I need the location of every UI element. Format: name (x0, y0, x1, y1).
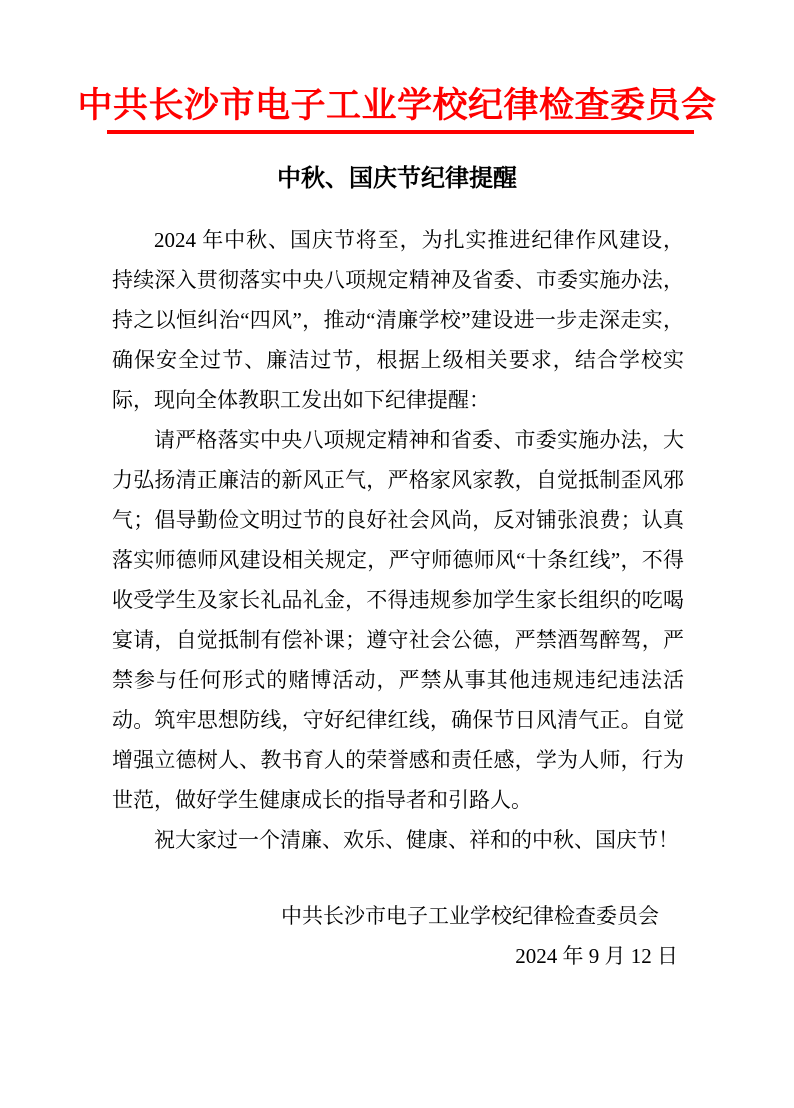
notice-paragraph: 2024 年中秋、国庆节将至，为扎实推进纪律作风建设，持续深入贯彻落实中央八项规定精神及省委、市委实施办法，持之以恒纠治“四风”，推动“清廉学校”建设进一步走深走实，确保安全过节、廉洁过节，根据上级相关要求，结合学校实际，现向全体教职工发出如下纪律提醒： (112, 228, 684, 412)
signature-block (112, 896, 684, 976)
signature-date: 2024 年 9 月 12 日 (515, 944, 678, 968)
notice-title: 中秋、国庆节纪律提醒 (277, 165, 517, 192)
signature-org: 中共长沙市电子工业学校纪律检查委员会 (281, 904, 659, 928)
notice-body (112, 220, 684, 860)
notice-paragraph: 祝大家过一个清廉、欢乐、健康、祥和的中秋、国庆节！ (154, 828, 679, 852)
notice-paragraph: 请严格落实中央八项规定精神和省委、市委实施办法，大力弘扬清正廉洁的新风正气，严格家风家教，自觉抵制歪风邪气；倡导勤俭文明过节的良好社会风尚，反对铺张浪费；认真落实师德师风建设相关规定，严守师德师风“十条红线”，不得收受学生及家长礼品礼金，不得违规参加学生家长组织的吃喝宴请，自觉抵制有偿补课；遵守社会公德，严禁酒驾醉驾，严禁参与任何形式的赌博活动，严禁从事其他违规违纪违法活动。筑牢思想防线，守好纪律红线，确保节日风清气正。自觉增强立德树人、教书育人的荣誉感和责任感，学为人师，行为世范，做好学生健康成长的指导者和引路人。 (112, 428, 684, 812)
letterhead-org-title: 中共长沙市电子工业学校纪律检查委员会 (77, 86, 717, 125)
letterhead-divider-line (107, 130, 694, 134)
